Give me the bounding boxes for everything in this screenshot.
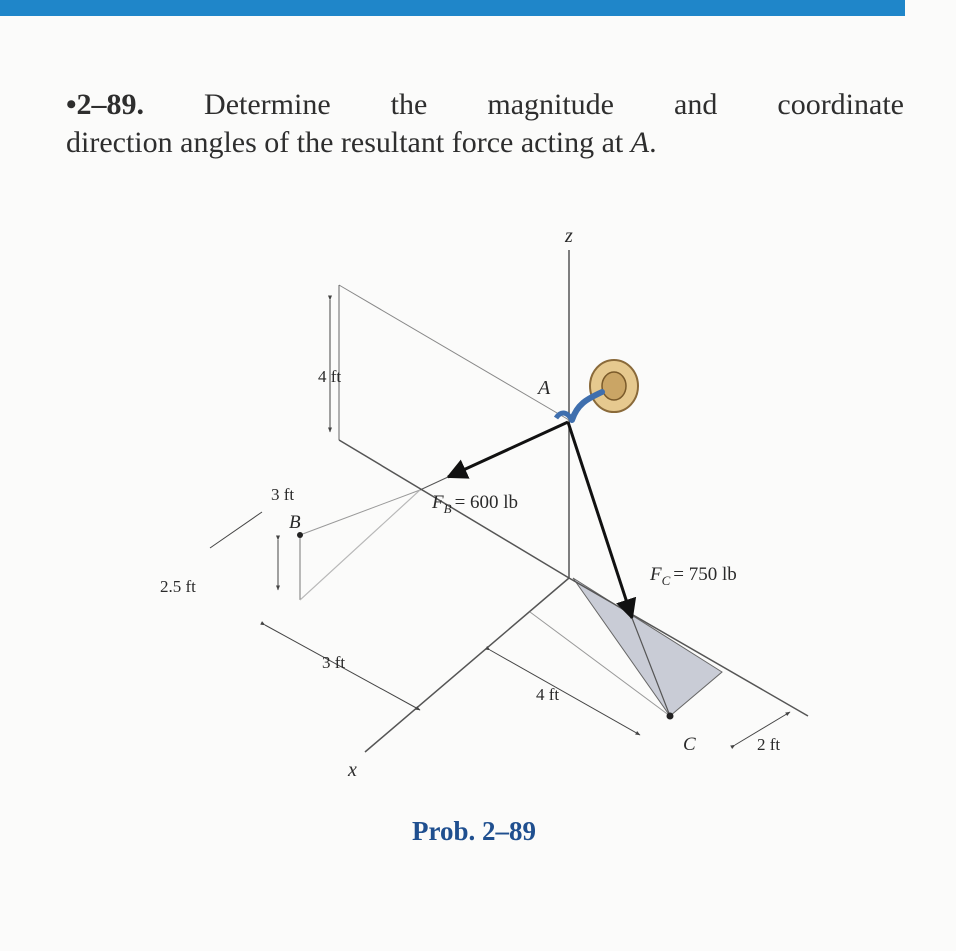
point-c-dot xyxy=(667,713,674,720)
top-guide-line xyxy=(339,285,569,420)
fb-value: = 600 lb xyxy=(454,492,519,513)
x-axis-line xyxy=(365,578,569,752)
fb-symbol: F xyxy=(432,492,444,513)
fc-value: = 750 lb xyxy=(673,564,737,585)
point-a-label: A xyxy=(538,377,551,399)
problem-period: . xyxy=(649,126,657,159)
fc-subscript: C xyxy=(661,573,671,588)
dim-4ft-y-label: 4 ft xyxy=(536,685,560,704)
problem-text-line1: Determine the magnitude and coordinate xyxy=(204,88,904,121)
force-fc-arrow xyxy=(568,422,632,618)
dim-2ft-label: 2 ft xyxy=(757,735,781,754)
z-axis-label: z xyxy=(565,225,573,247)
dim-2-5ft-label: 2.5 ft xyxy=(160,577,196,596)
fb-cable-line xyxy=(420,477,448,490)
dim-4ft-vertical-label: 4 ft xyxy=(318,367,342,386)
fb-subscript: B xyxy=(443,501,452,516)
dim-3ft-x-label: 3 ft xyxy=(322,653,346,672)
figure-caption: Prob. 2–89 xyxy=(412,816,537,846)
point-c-label: C xyxy=(683,734,696,755)
x-axis-label: x xyxy=(348,759,357,781)
fc-symbol: F xyxy=(650,564,662,585)
b-base-line xyxy=(300,490,420,600)
problem-point-label: A xyxy=(630,126,650,159)
wall-plate-boss xyxy=(602,372,626,400)
problem-text-line2: direction angles of the resultant force acting at xyxy=(66,126,631,159)
point-b-label: B xyxy=(289,512,301,533)
dim-4ft-y xyxy=(490,650,640,735)
b-guide-line-2 xyxy=(300,490,420,535)
dim-3ft-height-label: 3 ft xyxy=(271,485,295,504)
force-fc-label xyxy=(649,564,737,588)
dim-2-5ft-line xyxy=(210,512,262,548)
shaded-triangle xyxy=(573,578,722,716)
force-fb-label xyxy=(431,492,518,516)
problem-number: •2–89. xyxy=(66,88,145,121)
force-fb-arrow xyxy=(448,422,568,477)
